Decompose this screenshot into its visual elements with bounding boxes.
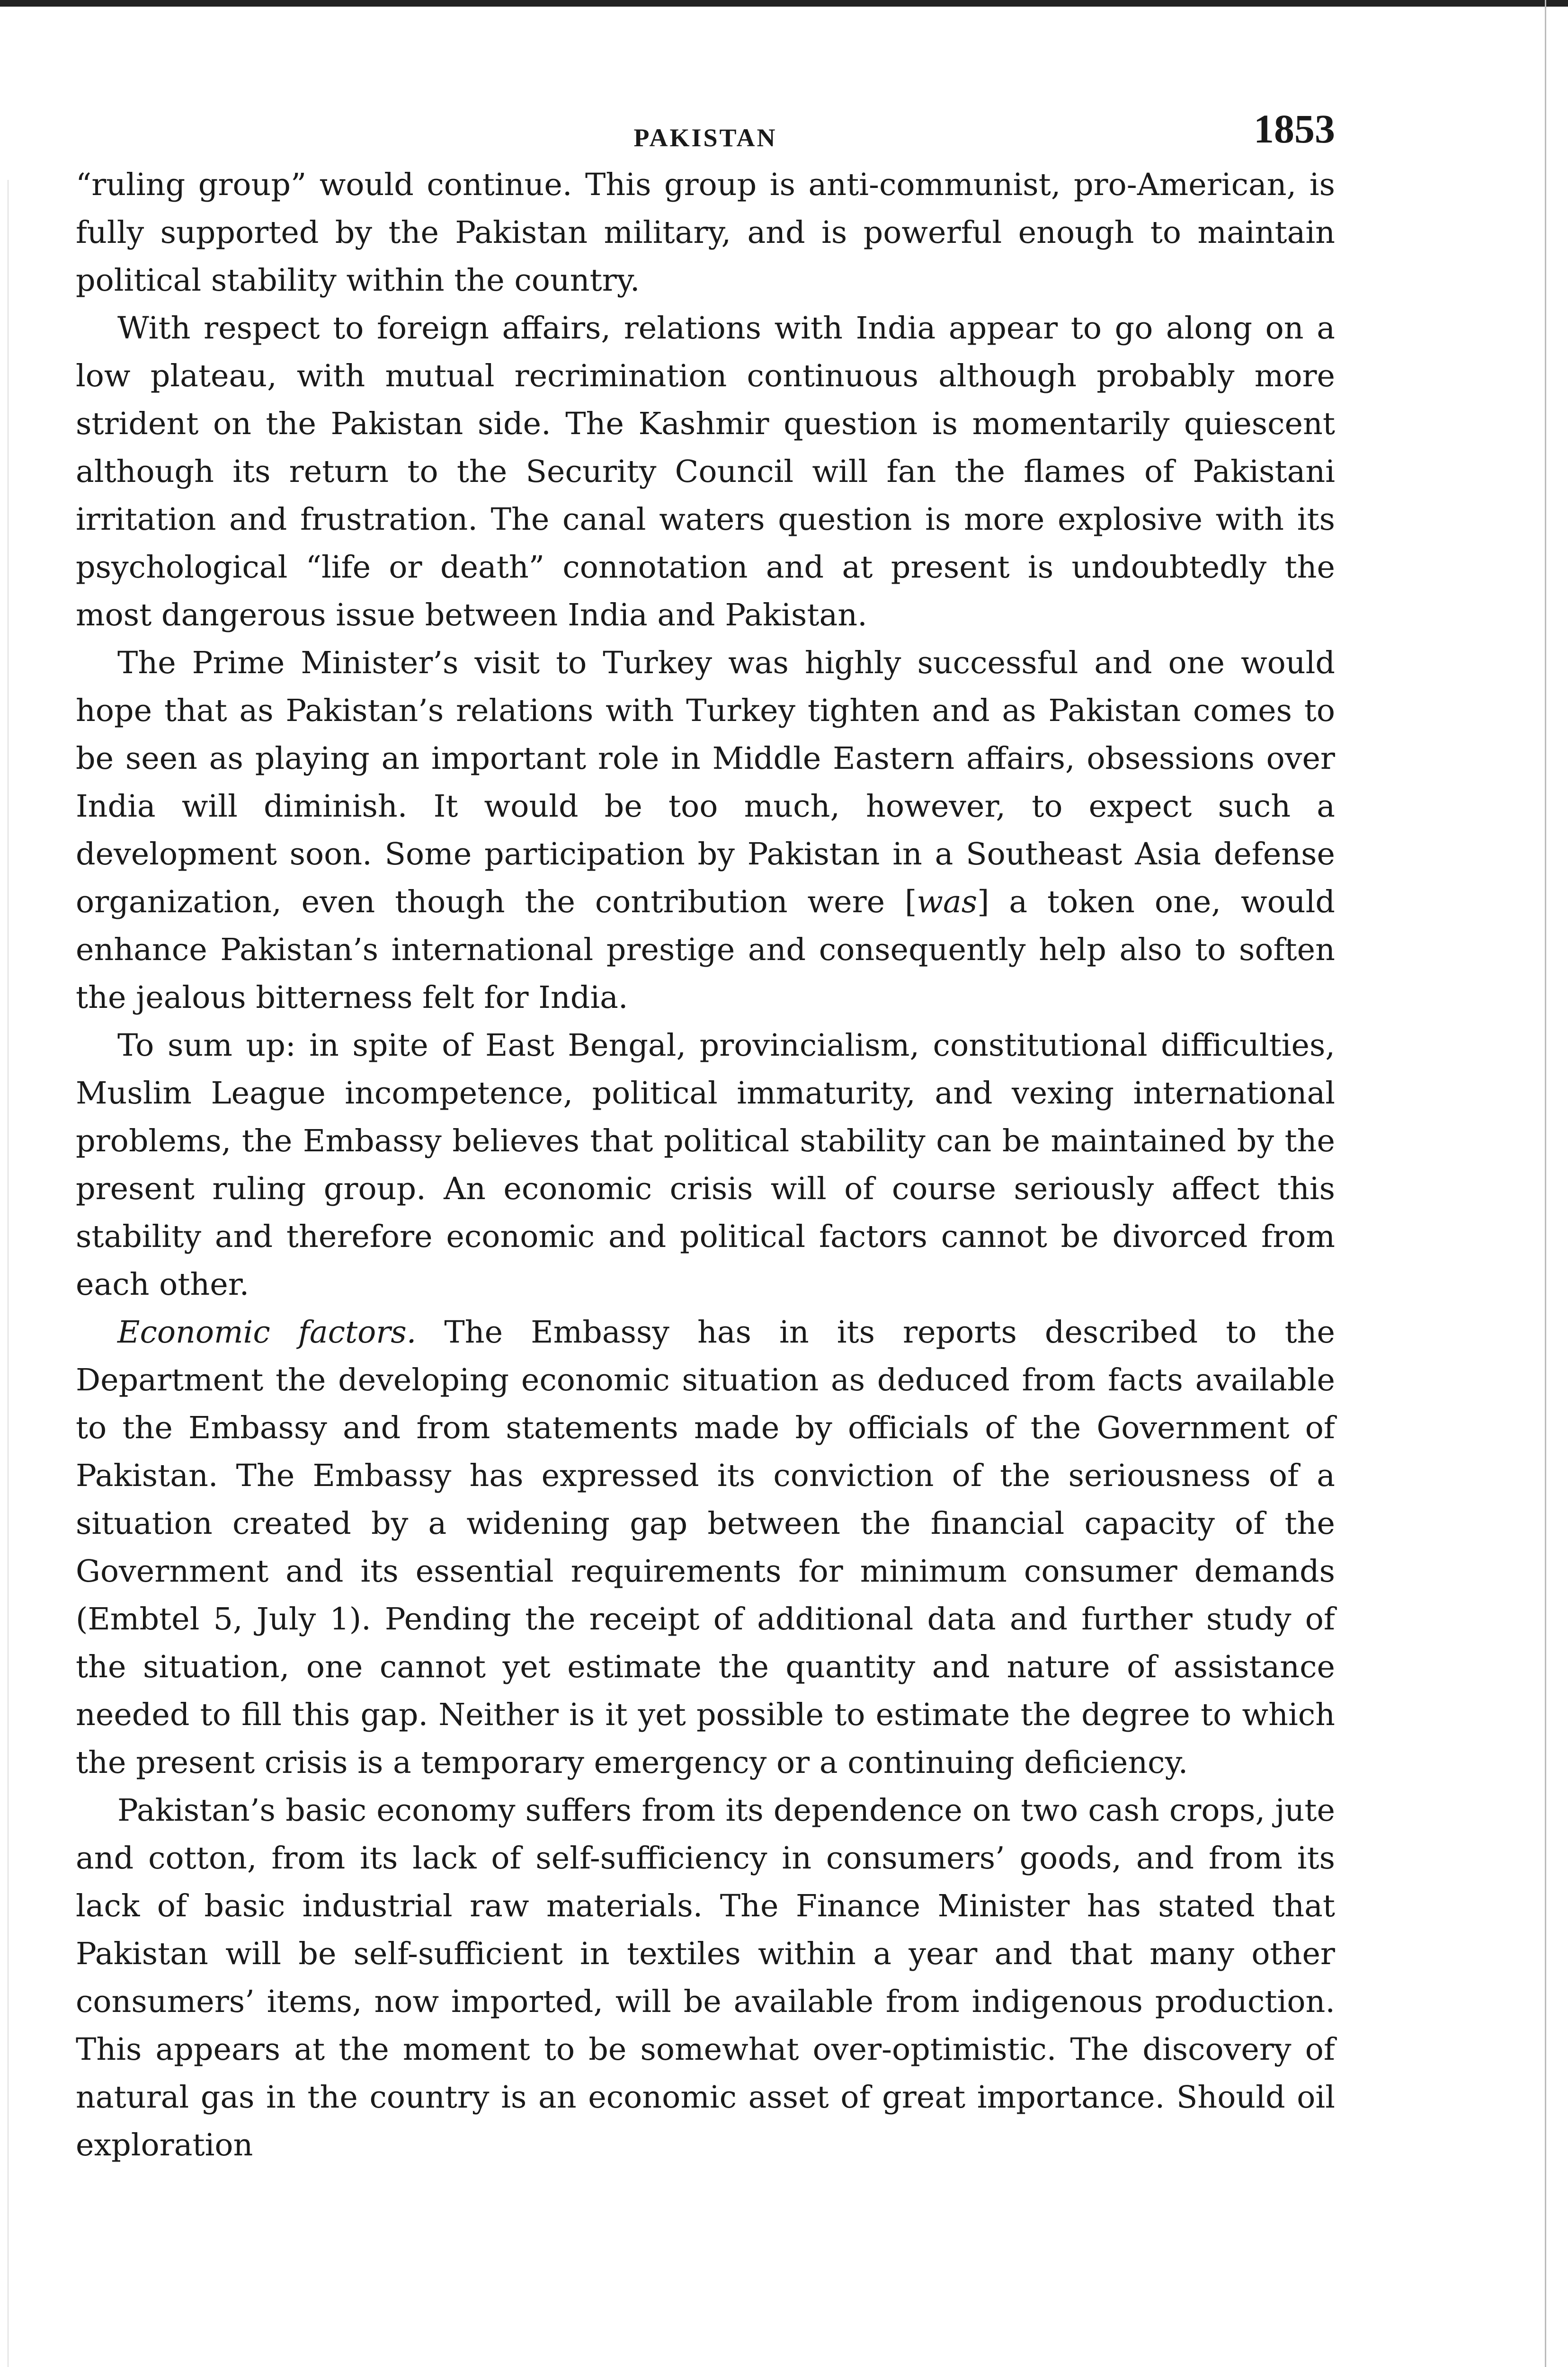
paragraph-text: “ruling group” would continue. This group is anti-communist, pro-American, is fully supported by the Pakistan military, and is powerful enough to maintain political stability within the country. [76, 167, 1335, 298]
paragraph-text-before: The Prime Minister’s visit to Turkey was highly successful and one would hope that as Pakistan’s relations with Turkey tighten and as Pakistan comes to be seen as playing an important role in Middle Eastern affairs, obsessions over India will diminish. It would be too much, however, to expect such a development soon. Some participation by Pakistan in a Southeast Asia defense organization, even though the contribution were [ [76, 645, 1335, 920]
running-head [76, 99, 1335, 161]
paragraph-text: The Embassy has in its reports described to the Department the developing economic situation as deduced from facts available to the Embassy and from statements made by officials of the Government of Pakistan. The Embassy has expressed its conviction of the seriousness of a situation created by a widening gap between the financial capacity of the Government and its essential requirements for minimum consumer demands (Embtel 5, July 1). Pending the receipt of additional data and further study of the situation, one cannot yet estimate the quantity and nature of assistance needed to fill this gap. Neither is it yet possible to estimate the degree to which the present crisis is a temporary emergency or a continuing deficiency. [76, 1315, 1336, 1780]
paragraph-foreign-affairs [76, 304, 1335, 639]
paragraph-summary [76, 1022, 1335, 1308]
paragraph-turkey-visit [76, 639, 1335, 1022]
paragraph-text: To sum up: in spite of East Bengal, provincialism, constitutional difficulties, Muslim League incompetence, political immaturity, and vexing international problems, the Embassy believes that political stability can be maintained by the present ruling group. An economic crisis will of course seriously affect this stability and therefore economic and political factors cannot be divorced from each other. [76, 1028, 1335, 1302]
left-page-edge [8, 180, 9, 2367]
paragraph-text: Pakistan’s basic economy suffers from its dependence on two cash crops, jute and cotton, from its lack of self-sufficiency in consumers’ goods, and from its lack of basic industrial raw materials. The Finance Minister has stated that Pakistan will be self-sufficient in textiles within a year and that many other consumers’ items, now imported, will be available from indigenous production. This appears at the moment to be somewhat over-optimistic. The discovery of natural gas in the country is an economic asset of great importance. Should oil exploration [76, 1793, 1335, 2163]
page-number: 1853 [1254, 106, 1335, 151]
editorial-insertion: was [917, 884, 978, 920]
paragraph-text-after: ] a token one, would enhance Pakistan’s international prestige and consequently help also to soften the jealous bitterness felt for India. [76, 884, 1335, 1015]
paragraph-ruling-group [76, 161, 1335, 304]
document-page [76, 99, 1335, 2169]
body-text [76, 161, 1335, 2169]
paragraph-economic-factors [76, 1308, 1335, 1787]
top-rule [0, 0, 1568, 7]
paragraph-text: With respect to foreign affairs, relations with India appear to go along on a low plateau, with mutual recrimination continuous although probably more strident on the Pakistan side. The Kashmir question is momentarily quiescent although its return to the Security Council will fan the flames of Pakistani irritation and frustration. The canal waters question is more explosive with its psychological “life or death” connotation and at present is undoubtedly the most dangerous issue between India and Pakistan. [76, 311, 1335, 633]
right-page-edge [1545, 0, 1546, 2367]
paragraph-basic-economy [76, 1787, 1335, 2169]
section-heading-economic-factors: Economic factors. [117, 1315, 417, 1350]
running-title: PAKISTAN [633, 124, 777, 152]
